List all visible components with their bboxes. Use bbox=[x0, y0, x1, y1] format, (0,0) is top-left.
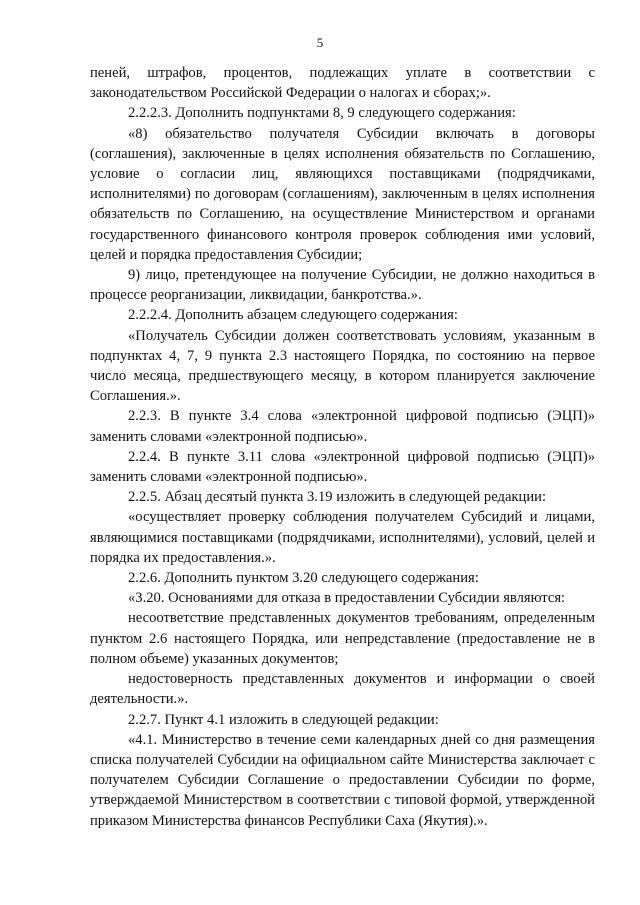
paragraph: 9) лицо, претендующее на получение Субсидии, не должно находиться в процессе реорганизации, ликвидации, банкротства.». bbox=[90, 267, 595, 304]
paragraph: «3.20. Основаниями для отказа в предоставлении Субсидии являются: bbox=[128, 590, 566, 607]
paragraph: «Получатель Субсидии должен соответствовать условиям, указанным в подпунктах 4, 7, 9 пункта 2.3 настоящего Порядка, по состоянию на первое число месяца, предшествующего месяцу, в котором планируется заключение Соглашения.». bbox=[90, 327, 595, 405]
paragraph: несоответствие представленных документов требованиям, определенным пунктом 2.6 настоящего Порядка, или непредставление (предоставление не в полном объеме) указанных документов; bbox=[90, 610, 595, 667]
page-number: 5 bbox=[316, 35, 324, 50]
document-body bbox=[90, 63, 595, 831]
paragraph: 2.2.7. Пункт 4.1 изложить в следующей редакции: bbox=[128, 711, 439, 728]
paragraph: 2.2.3. В пункте 3.4 слова «электронной цифровой подписью (ЭЦП)» заменить словами «электронной подписью». bbox=[90, 408, 595, 445]
paragraph: «8) обязательство получателя Субсидии включать в договоры (соглашения), заключенные в целях исполнения обязательств по Соглашению, условие о согласии лиц, являющихся поставщиками (подрядчиками, исполнителями) по договорам (соглашениям), заключенным в целях исполнения обязательств по Соглашению, на осуществление Министерством и органами государственного финансового контроля проверок соблюдения ими условий, целей и порядка предоставления Субсидии; bbox=[90, 125, 595, 263]
paragraph: 2.2.4. В пункте 3.11 слова «электронной цифровой подписью (ЭЦП)» заменить словами «электронной подписью». bbox=[90, 448, 595, 486]
paragraph: «4.1. Министерство в течение семи календарных дней со дня размещения списка получателей Субсидии на официальном сайте Министерства заключает с получателем Субсидии Соглашение о предоставлении Субсидии по форме, утверждаемой Министерством в соответствии с типовой формой, утвержденной приказом Министерства финансов Республики Саха (Якутия).». bbox=[90, 731, 595, 829]
paragraph: недостоверность представленных документов и информации о своей деятельности.». bbox=[90, 671, 595, 708]
paragraph: пеней, штрафов, процентов, подлежащих уплате в соответствии с законодательством Российской Федерации о налогах и сборах;». bbox=[90, 65, 595, 102]
paragraph: 2.2.2.4. Дополнить абзацем следующего содержания: bbox=[128, 307, 458, 324]
paragraph: 2.2.2.3. Дополнить подпунктами 8, 9 следующего содержания: bbox=[128, 105, 516, 122]
paragraph: 2.2.6. Дополнить пунктом 3.20 следующего содержания: bbox=[128, 570, 479, 587]
paragraph: 2.2.5. Абзац десятый пункта 3.19 изложить в следующей редакции: bbox=[128, 489, 546, 506]
paragraph: «осуществляет проверку соблюдения получателем Субсидий и лицами, являющимися поставщиками (подрядчиками, исполнителями), условий, целей и порядка их предоставления.». bbox=[90, 509, 595, 566]
